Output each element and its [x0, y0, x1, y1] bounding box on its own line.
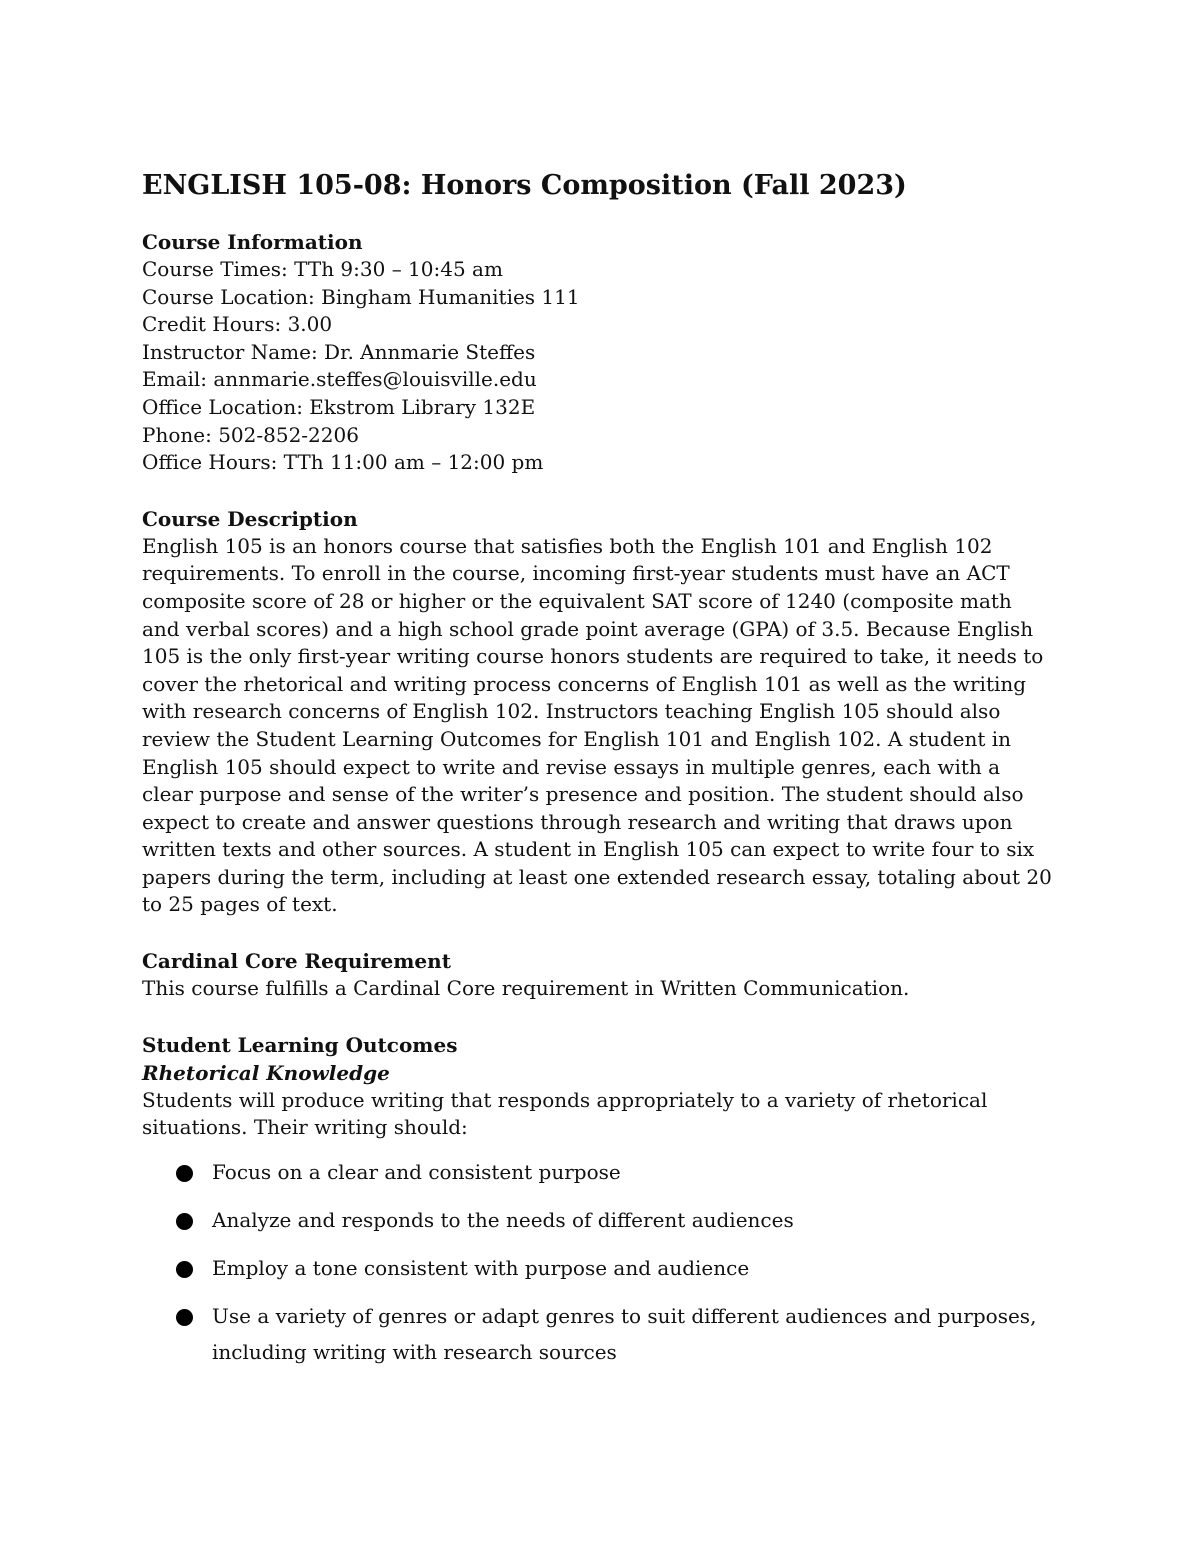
list-item-text: Employ a tone consistent with purpose and audience — [212, 1255, 750, 1280]
learning-outcomes-section — [142, 1031, 1062, 1370]
office-location: Office Location: Ekstrom Library 132E — [142, 394, 536, 419]
credit-hours: Credit Hours: 3.00 — [142, 312, 333, 337]
course-description-heading: Course Description — [142, 506, 358, 531]
list-item-text: Focus on a clear and consistent purpose — [212, 1159, 621, 1184]
learning-outcomes-intro: Students will produce writing that responds appropriately to a variety of rhetorical situations. Their writing should: — [142, 1087, 988, 1140]
outcomes-list — [142, 1154, 1062, 1370]
course-information-heading: Course Information — [142, 230, 363, 254]
cardinal-core-section — [142, 947, 1062, 1003]
rhetorical-knowledge-subheading: Rhetorical Knowledge — [142, 1060, 390, 1085]
list-item — [142, 1250, 1062, 1286]
list-item — [142, 1298, 1062, 1370]
list-item-text: Use a variety of genres or adapt genres to suit different audiences and purposes, including writing with research sources — [212, 1303, 1037, 1364]
bullet-icon — [176, 1165, 193, 1182]
course-times: Course Times: TTh 9:30 – 10:45 am — [142, 257, 503, 281]
cardinal-core-heading: Cardinal Core Requirement — [142, 949, 451, 974]
course-description-section — [142, 505, 1062, 919]
list-item — [142, 1202, 1062, 1238]
course-location: Course Location: Bingham Humanities 111 — [142, 284, 580, 309]
course-description-text: English 105 is an honors course that satisfies both the English 101 and English 102 requirements. To enroll in the course, incoming first-year students must have an ACT composite score of 28 or higher or the equivalent SAT score of 1240 (composite math and verbal scores) and a high school grade point average (GPA) of 3.5. Because English 105 is the only first-year writing course honors students are required to take, it needs to cover the rhetorical and writing process concerns of English 101 as well as the writing with research concerns of English 102. Instructors teaching English 105 should also review the Student Learning Outcomes for English 101 and English 102. A student in English 105 should expect to write and revise essays in multiple genres, each with a clear purpose and sense of the writer’s presence and position. The student should also expect to create and answer questions through research and writing that draws upon written texts and other sources. A student in English 105 can expect to write four to six papers during the term, including at least one extended research essay, totaling about 20 to 25 pages of text. — [142, 533, 1052, 917]
cardinal-core-text: This course fulfills a Cardinal Core requirement in Written Communication. — [142, 976, 910, 1001]
instructor-name: Instructor Name: Dr. Annmarie Steffes — [142, 339, 536, 364]
course-information-section — [142, 228, 1062, 477]
bullet-icon — [176, 1261, 193, 1278]
learning-outcomes-heading: Student Learning Outcomes — [142, 1032, 458, 1057]
bullet-icon — [176, 1213, 193, 1230]
phone: Phone: 502-852-2206 — [142, 422, 359, 447]
list-item — [142, 1154, 1062, 1190]
document-page — [142, 166, 1062, 1382]
document-title: ENGLISH 105-08: Honors Composition (Fall 2023) — [142, 170, 907, 201]
list-item-text: Analyze and responds to the needs of different audiences — [212, 1207, 794, 1232]
office-hours: Office Hours: TTh 11:00 am – 12:00 pm — [142, 450, 544, 475]
instructor-email: Email: annmarie.steffes@louisville.edu — [142, 367, 537, 392]
bullet-icon — [176, 1309, 193, 1326]
